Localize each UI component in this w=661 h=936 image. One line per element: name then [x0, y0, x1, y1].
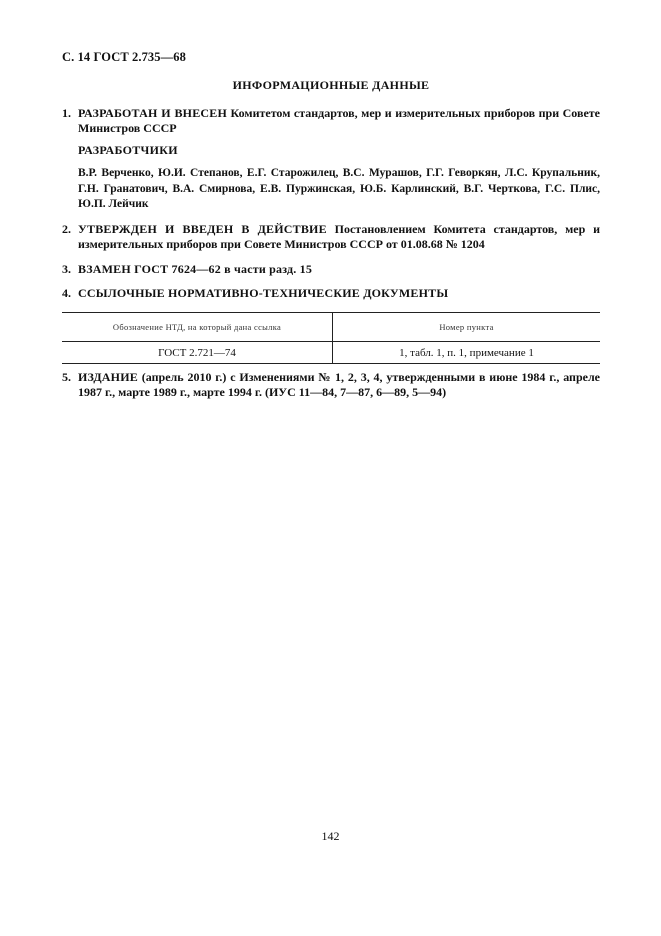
info-item-4: [62, 286, 600, 301]
item-number: 3.: [62, 262, 71, 276]
table-header-clause: Номер пункта: [333, 313, 601, 342]
table-header-ntd: Обозначение НТД, на который дана ссылка: [62, 313, 333, 342]
page-number: 142: [321, 829, 340, 843]
item-number: 5.: [62, 370, 71, 384]
developers-names: В.Р. Верченко, Ю.И. Степанов, Е.Г. Старожилец, В.С. Мурашов, Г.Г. Геворкян, Л.С. Крупальник, Г.Н. Гранатович, В.А. Смирнова, Е.В. Пуржинская, Ю.Б. Карлинский, В.Г. Черткова, Г.С. Плис, Ю.П. Лейчик: [78, 167, 600, 210]
item-lead: УТВЕРЖДЕН И ВВЕДЕН В ДЕЙСТВИЕ: [78, 222, 327, 236]
info-item-1: [62, 106, 600, 136]
item-text: Постановлением Комитета стандартов, мер и измерительных приборов при Совете Министров СССР от 01.08.68 № 1204: [78, 222, 601, 251]
section-title: ИНФОРМАЦИОННЫЕ ДАННЫЕ: [232, 78, 430, 92]
item-text: Комитетом стандартов, мер и измерительных приборов при Совете Министров СССР: [78, 106, 601, 135]
item-lead: ВЗАМЕН ГОСТ 7624—62 в части разд. 15: [78, 262, 313, 276]
item-lead: РАЗРАБОТАН И ВНЕСЕН: [78, 106, 228, 120]
table-header-row: [62, 313, 600, 342]
table-cell-ntd: ГОСТ 2.721—74: [62, 342, 333, 364]
info-item-2: [62, 222, 600, 252]
item-lead: ССЫЛОЧНЫЕ НОРМАТИВНО-ТЕХНИЧЕСКИЕ ДОКУМЕНТЫ: [78, 286, 449, 300]
item-text: (апрель 2010 г.) с Изменениями № 1, 2, 3, 4, утвержденными в июне 1984 г., апреле 1987 г., марте 1989 г., марте 1994 г. (ИУС 11—84, 7—87, 6—89, 5—94): [78, 370, 601, 399]
developers-heading: РАЗРАБОТЧИКИ: [78, 143, 178, 157]
page-header: С. 14 ГОСТ 2.735—68: [62, 50, 186, 64]
item-number: 4.: [62, 286, 71, 300]
info-item-3: [62, 262, 600, 277]
info-item-5: [62, 370, 600, 400]
reference-table: [62, 312, 600, 364]
item-number: 2.: [62, 222, 71, 236]
item-number: 1.: [62, 106, 71, 120]
item-lead: ИЗДАНИЕ: [78, 370, 138, 384]
table-cell-clause: 1, табл. 1, п. 1, примечание 1: [333, 342, 601, 364]
table-row: [62, 342, 600, 364]
